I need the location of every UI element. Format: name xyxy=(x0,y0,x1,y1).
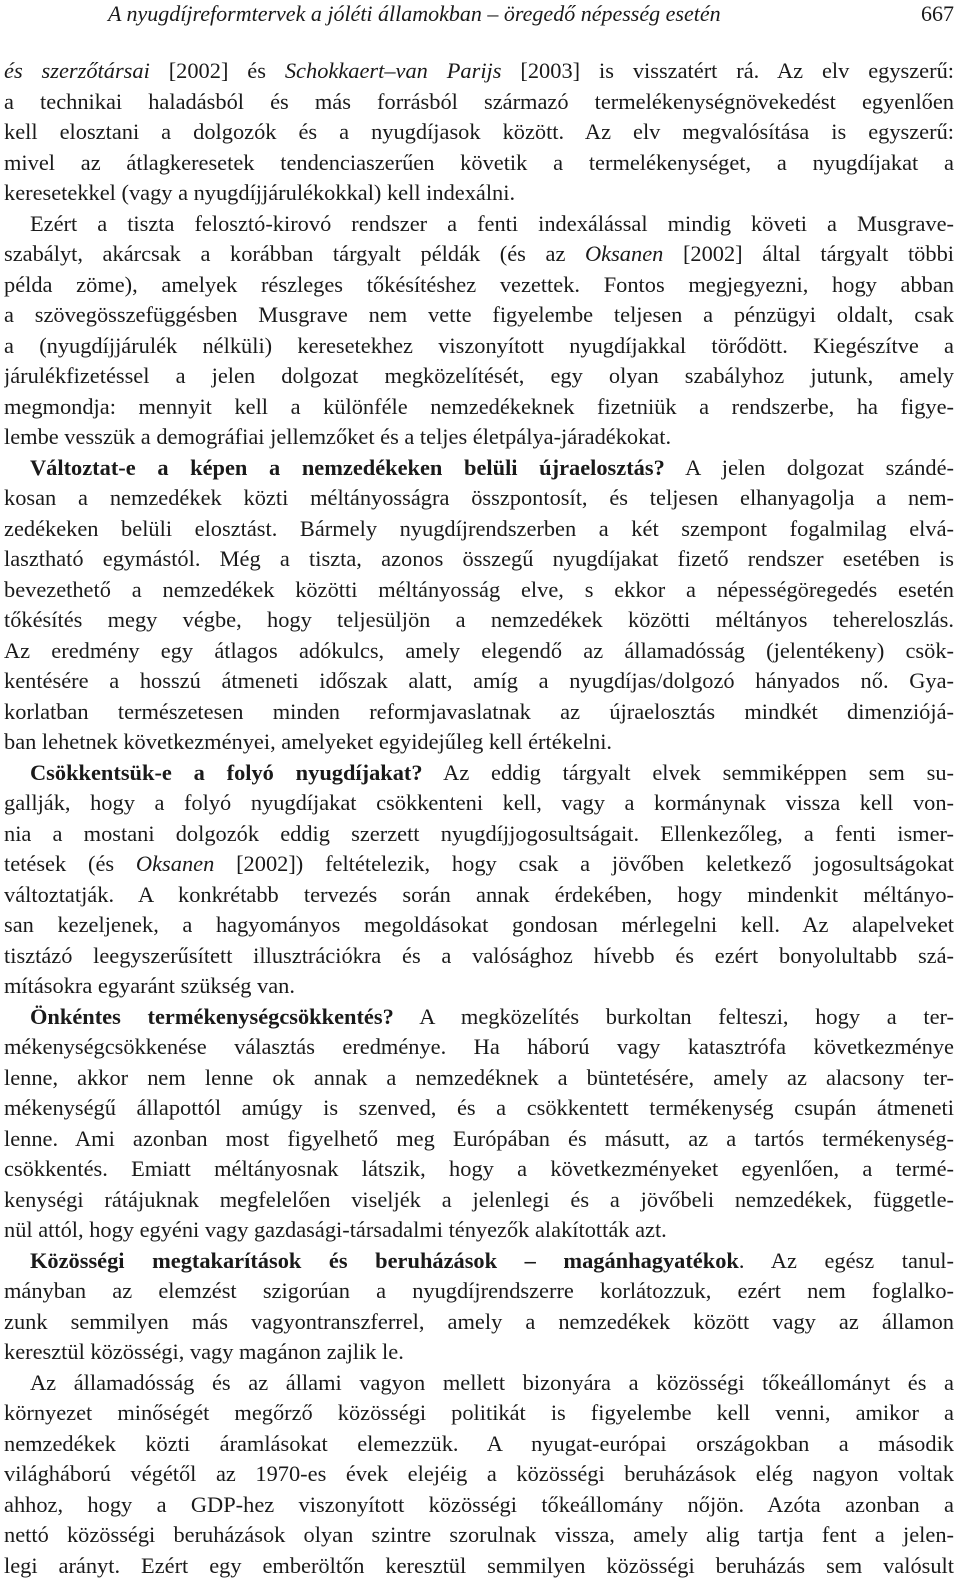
text-line xyxy=(4,1124,954,1155)
text-run: Az eredmény egy átlagos adókulcs, amely elegendő az államadósság (jelentékeny) csök- xyxy=(4,638,954,663)
text-line xyxy=(4,1337,954,1368)
text-line xyxy=(4,1429,954,1460)
text-line xyxy=(4,1215,954,1246)
text-run: kentésére a hosszú átmeneti időszak alatt, amíg a nyugdíjas/dolgozó hányados nő. Gya- xyxy=(4,668,954,693)
text-line xyxy=(4,453,954,484)
text-line xyxy=(4,239,954,270)
italic-citation: Oksanen xyxy=(585,241,663,266)
text-run: a (nyugdíjjárulék nélküli) keresetekhez viszonyított nyugdíjakkal törődött. Kiegészítve a xyxy=(4,333,954,358)
bold-heading: Változtat-e a képen a nemzedékeken belüli újraelosztás? xyxy=(30,455,665,480)
italic-citation: Schokkaert–van Parijs xyxy=(285,58,502,83)
bold-heading: Közösségi megtakarítások és beruházások – magánhagyatékok xyxy=(30,1248,739,1273)
text-line xyxy=(4,575,954,606)
text-run: A jelen dolgozat szándé- xyxy=(665,455,954,480)
text-run: változtatják. A konkrétabb tervezés során annak érdekében, hogy mindenkit méltányo- xyxy=(4,882,954,907)
text-line xyxy=(4,1398,954,1429)
text-line xyxy=(4,1551,954,1581)
text-run: mékenységcsökkenése választás eredménye. Ha háború vagy katasztrófa következménye xyxy=(4,1034,954,1059)
text-line xyxy=(4,666,954,697)
text-run: keresztül közösségi, vagy magánon zajlik le. xyxy=(4,1339,404,1364)
text-run: mékenységű állapottól amúgy is szenved, és a csökkentett termékenység csupán átmeneti xyxy=(4,1095,954,1120)
text-run: [2002] és xyxy=(150,58,285,83)
running-title: A nyugdíjreformtervek a jóléti államokban – öregedő népesség esetén xyxy=(108,0,721,28)
text-line xyxy=(4,910,954,941)
text-run: nia a mostani dolgozók eddig szerzett nyugdíjjogosultságait. Ellenkezőleg, a fenti ismer- xyxy=(4,821,954,846)
text-run: [2003] is visszatért rá. Az elv egyszerű: xyxy=(502,58,955,83)
text-run: szabályt, akárcsak a korábban tárgyalt példák (és az xyxy=(4,241,585,266)
text-line xyxy=(4,727,954,758)
text-run: környezet minőségét megőrző közösségi politikát is figyelembe kell venni, amikor a xyxy=(4,1400,954,1425)
text-run: . Az egész tanul- xyxy=(739,1248,954,1273)
text-line xyxy=(4,1459,954,1490)
text-line xyxy=(4,1368,954,1399)
text-line xyxy=(4,270,954,301)
text-line xyxy=(4,87,954,118)
text-run: mányban az elemzést szigorúan a nyugdíjrendszerre korlátozzuk, ezért nem foglalko- xyxy=(4,1278,954,1303)
text-line xyxy=(4,148,954,179)
text-line xyxy=(4,392,954,423)
text-line xyxy=(4,1307,954,1338)
text-line xyxy=(4,880,954,911)
text-run: Az eddig tárgyalt elvek semmiképpen sem su- xyxy=(423,760,954,785)
text-run: A megközelítés burkoltan felteszi, hogy a ter- xyxy=(394,1004,954,1029)
text-run: lasztható egymástól. Még a tiszta, azonos összegű nyugdíjakat fizető rendszer esetében is xyxy=(4,546,954,571)
text-line xyxy=(4,1154,954,1185)
text-run: ahhoz, hogy a GDP-hez viszonyított közösségi tőkeállomány nőjön. Azóta azonban a xyxy=(4,1492,954,1517)
text-run: járulékfizetéssel a jelen dolgozat megközelítését, egy olyan szabályhoz jutunk, amely xyxy=(4,363,954,388)
text-line xyxy=(4,636,954,667)
text-run: zunk semmilyen más vagyontranszferrel, amely a nemzedékek között vagy az államon xyxy=(4,1309,954,1334)
text-line xyxy=(4,178,954,209)
text-run: kenységi rátájuknak megfelelően viseljék a jelenlegi és a jövőbeli nemzedékek, függetle- xyxy=(4,1187,954,1212)
text-run: megmondja: mennyit kell a különféle nemzedékeknek fizetniük a rendszerbe, ha figye- xyxy=(4,394,954,419)
text-run: zedékeken belüli elosztást. Bármely nyugdíjrendszerben a két szempont fogalmilag elvá- xyxy=(4,516,954,541)
text-line xyxy=(4,605,954,636)
text-line xyxy=(4,331,954,362)
text-line xyxy=(4,1002,954,1033)
text-line xyxy=(4,1520,954,1551)
text-run: példa zöme), amelyek részleges tőkésítéshez vezettek. Fontos megjegyezni, hogy abban xyxy=(4,272,954,297)
text-run: lembe vesszük a demográfiai jellemzőket és a teljes életpálya-járadékokat. xyxy=(4,424,671,449)
text-run: kell elosztani a dolgozók és a nyugdíjasok között. Az elv megvalósítása is egyszerű: xyxy=(4,119,954,144)
text-line xyxy=(4,1032,954,1063)
text-line xyxy=(4,514,954,545)
text-line xyxy=(4,483,954,514)
text-run: ban lehetnek következményei, amelyeket egyidejűleg kell értékelni. xyxy=(4,729,612,754)
italic-citation: Oksanen xyxy=(136,851,214,876)
text-line xyxy=(4,1490,954,1521)
text-run: tetések (és xyxy=(4,851,136,876)
text-line xyxy=(4,544,954,575)
body-text xyxy=(4,56,954,1581)
text-run: keresetekkel (vagy a nyugdíjjárulékokkal) kell indexálni. xyxy=(4,180,515,205)
text-line xyxy=(4,1063,954,1094)
text-line xyxy=(4,849,954,880)
text-run: világháború végétől az 1970-es évek elejéig a közösségi beruházások elég nagyon voltak xyxy=(4,1461,954,1486)
text-line xyxy=(4,697,954,728)
text-line xyxy=(4,209,954,240)
text-line xyxy=(4,788,954,819)
text-line xyxy=(4,941,954,972)
text-line xyxy=(4,56,954,87)
text-line xyxy=(4,1276,954,1307)
text-line xyxy=(4,422,954,453)
text-run: bevezethető a nemzedékek közötti méltányosság elve, s ekkor a népességöregedés esetén xyxy=(4,577,954,602)
page-number: 667 xyxy=(921,0,954,28)
text-run: nettó közösségi beruházások olyan szintre szorulnak vissza, amely alig tartja fent a jelen- xyxy=(4,1522,954,1547)
text-run: [2002]) feltételezik, hogy csak a jövőben keletkező jogosultságokat xyxy=(214,851,954,876)
text-line xyxy=(4,1185,954,1216)
text-line xyxy=(4,1093,954,1124)
text-run: mivel az átlagkeresetek tendenciaszerűen követik a termelékenységet, a nyugdíjakat a xyxy=(4,150,954,175)
bold-heading: Önkéntes termékenységcsökkentés? xyxy=(30,1004,394,1029)
text-line xyxy=(4,361,954,392)
text-run: a technikai haladásból és más forrásból származó termelékenységnövekedést egyenlően xyxy=(4,89,954,114)
text-line xyxy=(4,117,954,148)
text-run: san kezeljenek, a hagyományos megoldásokat gondosan mérlegelni kell. Az alapelveket xyxy=(4,912,954,937)
text-line xyxy=(4,300,954,331)
text-line xyxy=(4,1246,954,1277)
text-run: [2002] által tárgyalt többi xyxy=(663,241,954,266)
bold-heading: Csökkentsük-e a folyó nyugdíjakat? xyxy=(30,760,423,785)
text-run: lenne. Ami azonban most figyelhető meg Európában és másutt, az a tartós termékenység- xyxy=(4,1126,954,1151)
text-run: nemzedékek közti áramlásokat elemezzük. A nyugat-európai országokban a második xyxy=(4,1431,954,1456)
text-line xyxy=(4,819,954,850)
italic-citation: és szerzőtársai xyxy=(4,58,150,83)
text-run: legi arányt. Ezért egy emberöltőn keresztül semmilyen közösségi beruházás sem valósult xyxy=(4,1553,954,1578)
text-run: tőkésítés megy végbe, hogy teljesüljön a nemzedékek közötti méltányos tehereloszlás. xyxy=(4,607,954,632)
text-run: lenne, akkor nem lenne ok annak a nemzedéknek a büntetésére, amely az alacsony ter- xyxy=(4,1065,954,1090)
running-header xyxy=(0,0,960,30)
text-line xyxy=(4,971,954,1002)
text-line xyxy=(4,758,954,789)
text-run: Ezért a tiszta felosztó-kirovó rendszer a fenti indexálással mindig követi a Musgrave- xyxy=(30,211,954,236)
text-run: csökkentés. Emiatt méltányosnak látszik, hogy a következményeket egyenlően, a termé- xyxy=(4,1156,954,1181)
text-run: nül attól, hogy egyéni vagy gazdasági-társadalmi tényezők alakították azt. xyxy=(4,1217,667,1242)
text-run: a szövegösszefüggésben Musgrave nem vette figyelembe teljesen a pénzügyi oldalt, csak xyxy=(4,302,954,327)
text-run: tisztázó leegyszerűsített illusztrációkra és a valósághoz hívebb és ezért bonyolultabb szá- xyxy=(4,943,954,968)
text-run: gallják, hogy a folyó nyugdíjakat csökkenteni kell, vagy a kormánynak vissza kell von- xyxy=(4,790,954,815)
text-run: Az államadósság és az állami vagyon mellett bizonyára a közösségi tőkeállományt és a xyxy=(30,1370,954,1395)
text-run: kosan a nemzedékek közti méltányosságra összpontosít, és teljesen elhanyagolja a nem- xyxy=(4,485,954,510)
text-run: korlatban természetesen minden reformjavaslatnak az újraelosztás mindkét dimenziójá- xyxy=(4,699,954,724)
text-run: mításokra egyaránt szükség van. xyxy=(4,973,295,998)
